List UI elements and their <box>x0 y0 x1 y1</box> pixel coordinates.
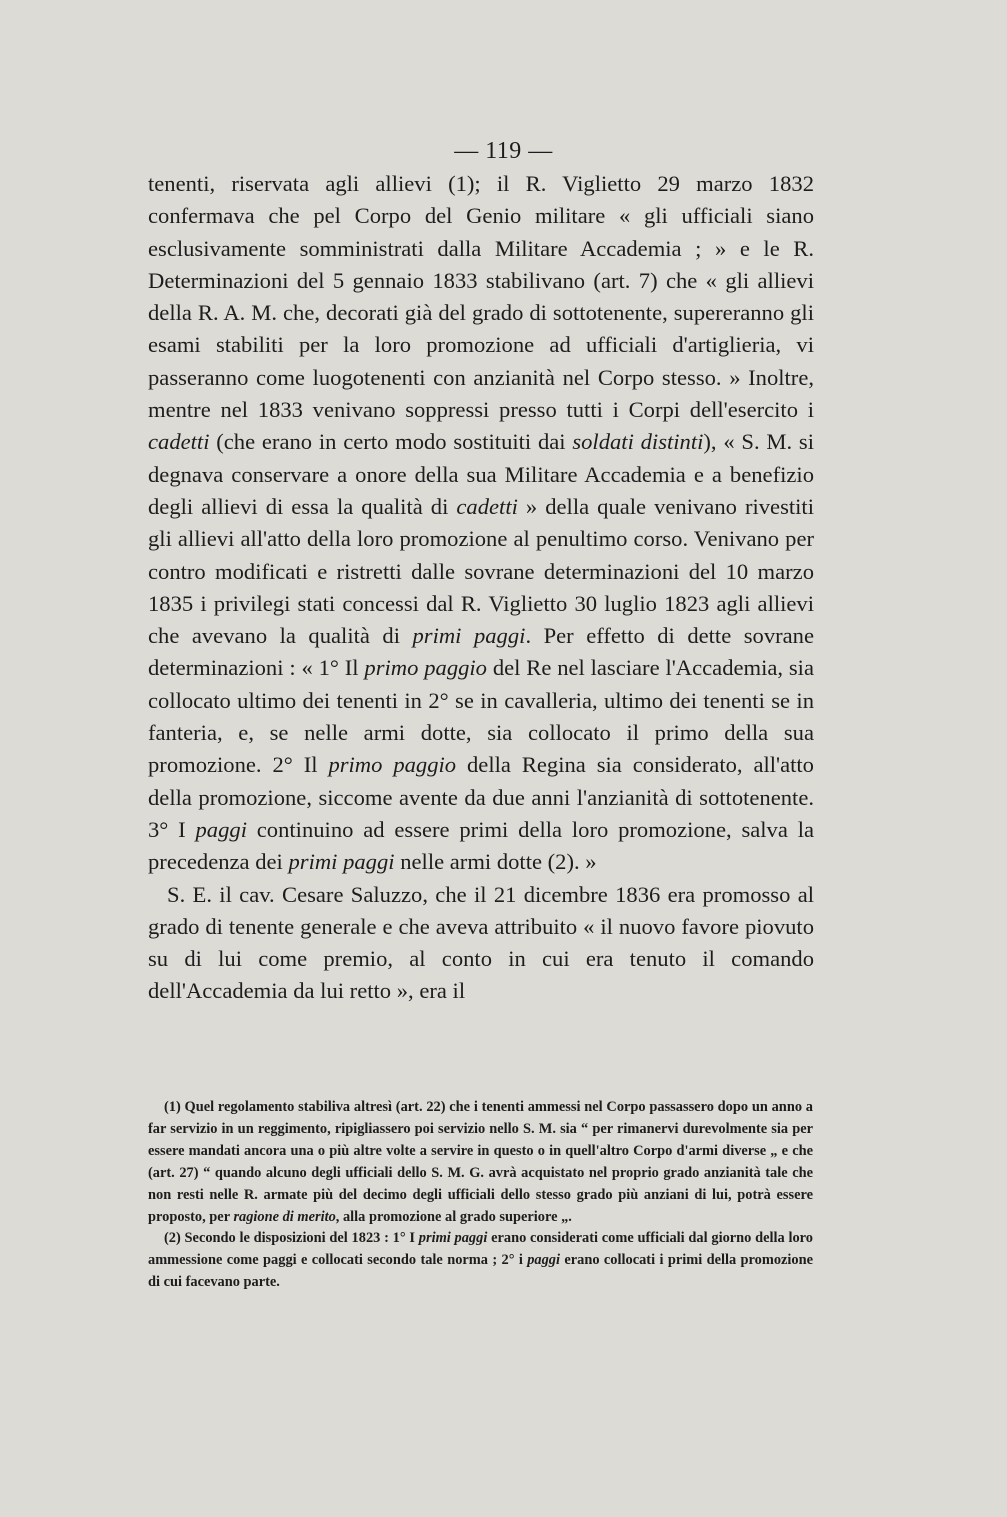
main-text <box>148 168 814 1008</box>
text-segment: . Per effetto di dette sovrane determinazioni : « 1° Il <box>148 623 814 681</box>
text-segment: ), « S. M. si degnava conservare a onore della sua Militare Accademia e a benefizio degli allievi di essa la qualità di <box>148 429 814 519</box>
italic-term: primi paggi <box>288 849 395 875</box>
footnote-text: (2) Secondo le disposizioni del 1823 : 1° I <box>164 1230 419 1247</box>
italic-term: primo paggio <box>364 655 487 681</box>
footnote-1 <box>148 1097 813 1228</box>
footnotes <box>148 1097 813 1294</box>
italic-term: ragione di merito <box>233 1208 336 1225</box>
text-segment: continuino ad essere primi della loro promozione, salva la precedenza dei <box>148 816 815 875</box>
italic-term: soldati distinti <box>572 429 704 455</box>
page-number: — 119 — <box>454 138 553 164</box>
italic-term: paggi <box>195 816 247 842</box>
text-segment: del Re nel lasciare l'Accademia, sia collocato ultimo dei tenenti in 2° se in cavalleria, ultimo dei tenenti se in fanteria, e, se nelle armi dotte, sia collocato il primo della sua promozione. 2° Il <box>148 655 814 778</box>
footnote-text: erano considerati come ufficiali dal giorno della loro ammessione come paggi e collocati secondo tale norma ; 2° i <box>148 1230 813 1269</box>
text-segment: tenenti, riservata agli allievi (1); il R. Viglietto 29 marzo 1832 confermava che pel Corpo del Genio militare « gli ufficiali siano esclusivamente somministrati dalla Militare Accademia ; » e le R. Determinazioni del 5 gennaio 1833 stabilivano (art. 7) che « gli allievi della R. A. M. che, decorati già del grado di sottotenente, supereranno gli esami stabiliti per la loro promozione ad ufficiali d'artiglieria, vi passeranno come luogotenenti con anzianità nel Corpo stesso. » Inoltre, mentre nel 1833 venivano soppressi presso tutti i Corpi dell'esercito i <box>148 171 814 423</box>
italic-term: paggi <box>527 1252 560 1269</box>
footnote-text: erano collocati i primi della promozione di cui facevano parte. <box>148 1252 814 1291</box>
text-segment: nelle armi dotte (2). » <box>394 849 597 875</box>
italic-term: cadetti <box>148 429 210 455</box>
text-segment: della Regina sia considerato, all'atto della promozione, siccome avente da due anni l'anzianità di sottotenente. 3° I <box>148 752 814 842</box>
paragraph-1 <box>148 168 814 879</box>
italic-term: primi paggi <box>412 623 526 649</box>
italic-term: primo paggio <box>328 752 457 778</box>
paragraph-2: S. E. il cav. Cesare Saluzzo, che il 21 dicembre 1836 era promosso al grado di tenente generale e che aveva attribuito « il nuovo favore piovuto su di lui come premio, al conto in cui era tenuto il comando dell'Accademia da lui retto », era il <box>148 881 814 1004</box>
footnote-text: (1) Quel regolamento stabiliva altresì (art. 22) che i tenenti ammessi nel Corpo passassero dopo un anno a far servizio in un reggimento, ripigliassero poi servizio nello S. M. sia “ per rimanervi durevolmente sia per essere mandati ancora una o più altre volte a servire in questo o in quell'altro Corpo d'armi diverse „ e che (art. 27) “ quando alcuno degli ufficiali dello S. M. G. avrà acquistato nel proprio grado anzianità tale che non resti nelle R. armate più del decimo degli ufficiali dello stesso grado più anziani di lui, potrà essere proposto, per <box>148 1099 813 1225</box>
italic-term: cadetti <box>456 493 518 519</box>
footnote-text: , alla promozione al grado superiore „. <box>335 1208 572 1225</box>
text-segment: » della quale venivano rivestiti gli allievi all'atto della loro promozione al penultimo corso. Venivano per contro modificati e ristretti dalle sovrane determinazioni del 10 marzo 1835 i privilegi stati concessi dal R. Viglietto 30 luglio 1823 agli allievi che avevano la qualità di <box>148 493 814 649</box>
italic-term: primi paggi <box>418 1230 488 1247</box>
footnote-2 <box>148 1228 813 1294</box>
text-segment: (che erano in certo modo sostituiti dai <box>209 429 573 455</box>
